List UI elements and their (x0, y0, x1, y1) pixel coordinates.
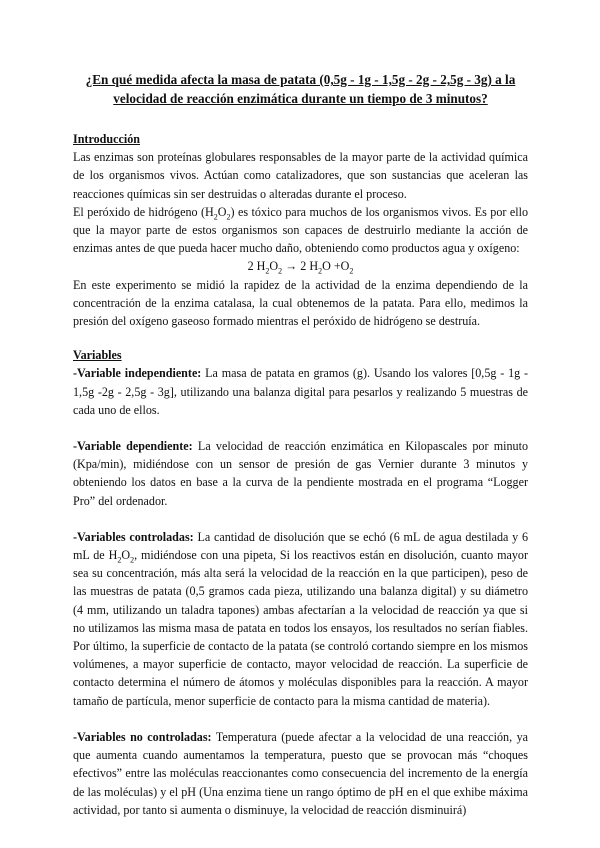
introduccion-paragraph-2: El peróxido de hidrógeno $(H_2O_2)$ es tóxico para muchos de los organismos vivos. Es por ello que la mayor parte de estos organismos son capaces de destruirlo mediante la acción de enzimas antes de que pueda hacer mucho daño, obteniendo como productos agua y oxígeno: (73, 204, 529, 256)
variables-controladas: -Variables controladas: La cantidad de disolución que se echó (6 mL de agua destilada y 6 mL de $H_2O_2$, midiéndose con una pipeta, Si los reactivos están en disolución, cuanto mayor sea su concentración, más alta será la velocidad de la reacción en la que participen), peso de las muestras de patata (0,5 gramos cada pieza, utilizando una balanza digital) y su diámetro (4 mm, utilizando un taladra tapones) ambas afectarían a la velocidad de reacción ya que si no utilizamos las misma masa de patata en todos los ensayos, los resultados no serían fiables. Por último, la superficie de contacto de la patata (se controló cortando siempre en los mismos volúmenes, a mayor superficie de contacto, mayor velocidad de reacción. La superficie de contacto determina el número de átomos y moléculas disponibles para la reacción. A mayor tamaño de partícula, menor superficie de contacto para la misma cantidad de materia). (73, 529, 528, 708)
variable-dependiente: -Variable dependiente: La velocidad de reacción enzimática en Kilopascales por minuto (Kpa/min), midiéndose con un sensor de presión de gas Vernier durante 3 minutos y obteniendo los datos en base a la curva de la pendiente mostrada en el programa “Logger Pro” del ordenador. (73, 439, 528, 508)
introduccion-paragraph-1: Las enzimas son proteínas globulares responsables de la mayor parte de la actividad química de los organismos vivos. Actúan como catalizadores, que son sustancias que aceleran las reacciones químicas sin ser destruidas o alteradas durante el proceso. (73, 150, 528, 201)
variables-no-controladas-label: -Variables no controladas: (73, 729, 212, 744)
reaction-equation: 2 $H_2O_2 \to 2$ $H_2O +O_2$ (247, 259, 354, 276)
variables-no-controladas: -Variables no controladas: Temperatura (puede afectar a la velocidad de una reacción, ya que aumenta cuando aumentamos la temperatura, puesto que se provocan más “choques efectivos” entre las moléculas reaccionantes como consecuencia del incremento de la energía de las moléculas) y el pH (Una enzima tiene un rango óptimo de pH en el que exhibe máxima actividad, por tanto si aumenta o disminuye, la velocidad de reacción disminuirá) (73, 729, 528, 817)
document-title: ¿En qué medida afecta la masa de patata (0,5g - 1g - 1,5g - 2g - 2,5g - 3g) a la velocidad de reacción enzimática durante un tiempo de 3 minutos? (85, 72, 516, 106)
variable-dependiente-label: -Variable dependiente: (73, 439, 193, 454)
variable-independiente-label: -Variable independiente: (73, 366, 202, 381)
variables-heading: Variables (73, 348, 122, 363)
introduccion-heading: Introducción (73, 132, 140, 146)
variables-controladas-label: -Variables controladas: (73, 529, 194, 544)
introduccion-paragraph-3: En este experimento se midió la rapidez de la actividad de la enzima dependiendo de la concentración de la enzima catalasa, la cual obtenemos de la patata. Para ello, medimos la presión del oxígeno gaseoso formado mientras el peróxido de hidrógeno se destruía. (73, 277, 528, 329)
variable-independiente: -Variable independiente: La masa de patata en gramos (g). Usando los valores [0,5g - 1g - 1,5g -2g - 2,5g - 3g], utilizando una balanza digital para pesarlos y realizando 5 muestras de cada uno de ellos. (73, 366, 528, 417)
